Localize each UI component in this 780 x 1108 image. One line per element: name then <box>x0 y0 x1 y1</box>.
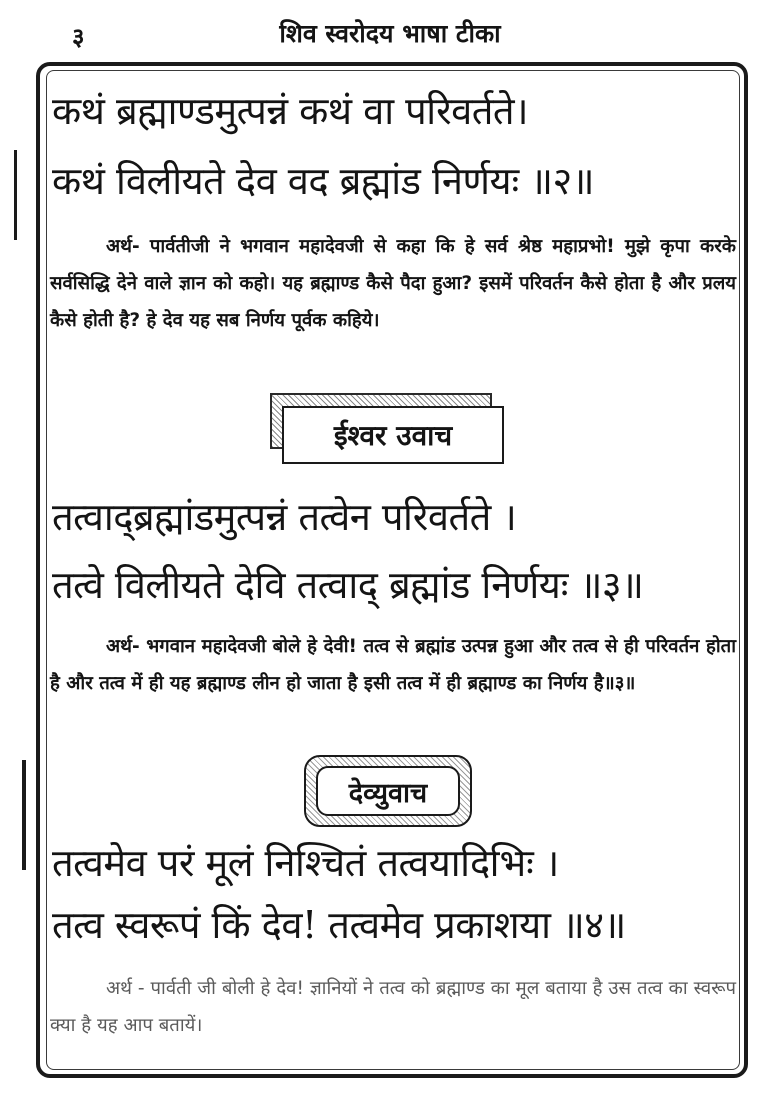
meaning-paragraph-2: अर्थ- पार्वतीजी ने भगवान महादेवजी से कहा कि हे सर्व श्रेष्ठ महाप्रभो! मुझे कृपा करके सर्वसिद्धि देने वाले ज्ञान को कहो। यह ब्रह्माण्ड कैसे पैदा हुआ? इसमें परिवर्तन कैसे होता है और प्रलय कैसे होती है? हे देव यह सब निर्णय पूर्वक कहिये। <box>50 236 736 331</box>
running-title: शिव स्वरोदय भाषा टीका <box>279 19 501 48</box>
verse-2-line-2: कथं विलीयते देव वद ब्रह्मांड निर्णयः ॥२॥ <box>52 159 595 203</box>
heading-devyuvacha: देव्युवाच <box>316 766 460 816</box>
meaning-paragraph-3: अर्थ- भगवान महादेवजी बोले हे देवी! तत्व से ब्रह्मांड उत्पन्न हुआ और तत्व से ही परिवर्तन होता है और तत्व में ही यह ब्रह्माण्ड लीन हो जाता है इसी तत्व में ही ब्रह्माण्ड का निर्णय है॥३॥ <box>50 636 736 694</box>
scan-mark-left-bottom <box>22 760 26 870</box>
heading-ishvara-uvacha: ईश्वर उवाच <box>282 406 504 464</box>
verse-2-line-1: कथं ब्रह्माण्डमुत्पन्नं कथं वा परिवर्तते। <box>52 89 528 133</box>
scan-mark-left-top <box>14 150 17 240</box>
verse-4-line-1: तत्वमेव परं मूलं निश्चितं तत्वयादिभिः । <box>52 841 559 885</box>
page-number: ३ <box>72 23 85 51</box>
verse-4-line-2: तत्व स्वरूपं किं देव! तत्वमेव प्रकाशया ॥४॥ <box>52 903 626 947</box>
meaning-paragraph-4: अर्थ - पार्वती जी बोली हे देव! ज्ञानियों ने तत्व को ब्रह्माण्ड का मूल बताया है उस तत्व का स्वरूप क्या है यह आप बतायें। <box>50 978 736 1036</box>
verse-3-line-1: तत्वाद्ब्रह्मांडमुत्पन्नं तत्वेन परिवर्तते । <box>52 495 517 539</box>
verse-3-line-2: तत्वे विलीयते देवि तत्वाद् ब्रह्मांड निर्णयः ॥३॥ <box>52 563 644 607</box>
